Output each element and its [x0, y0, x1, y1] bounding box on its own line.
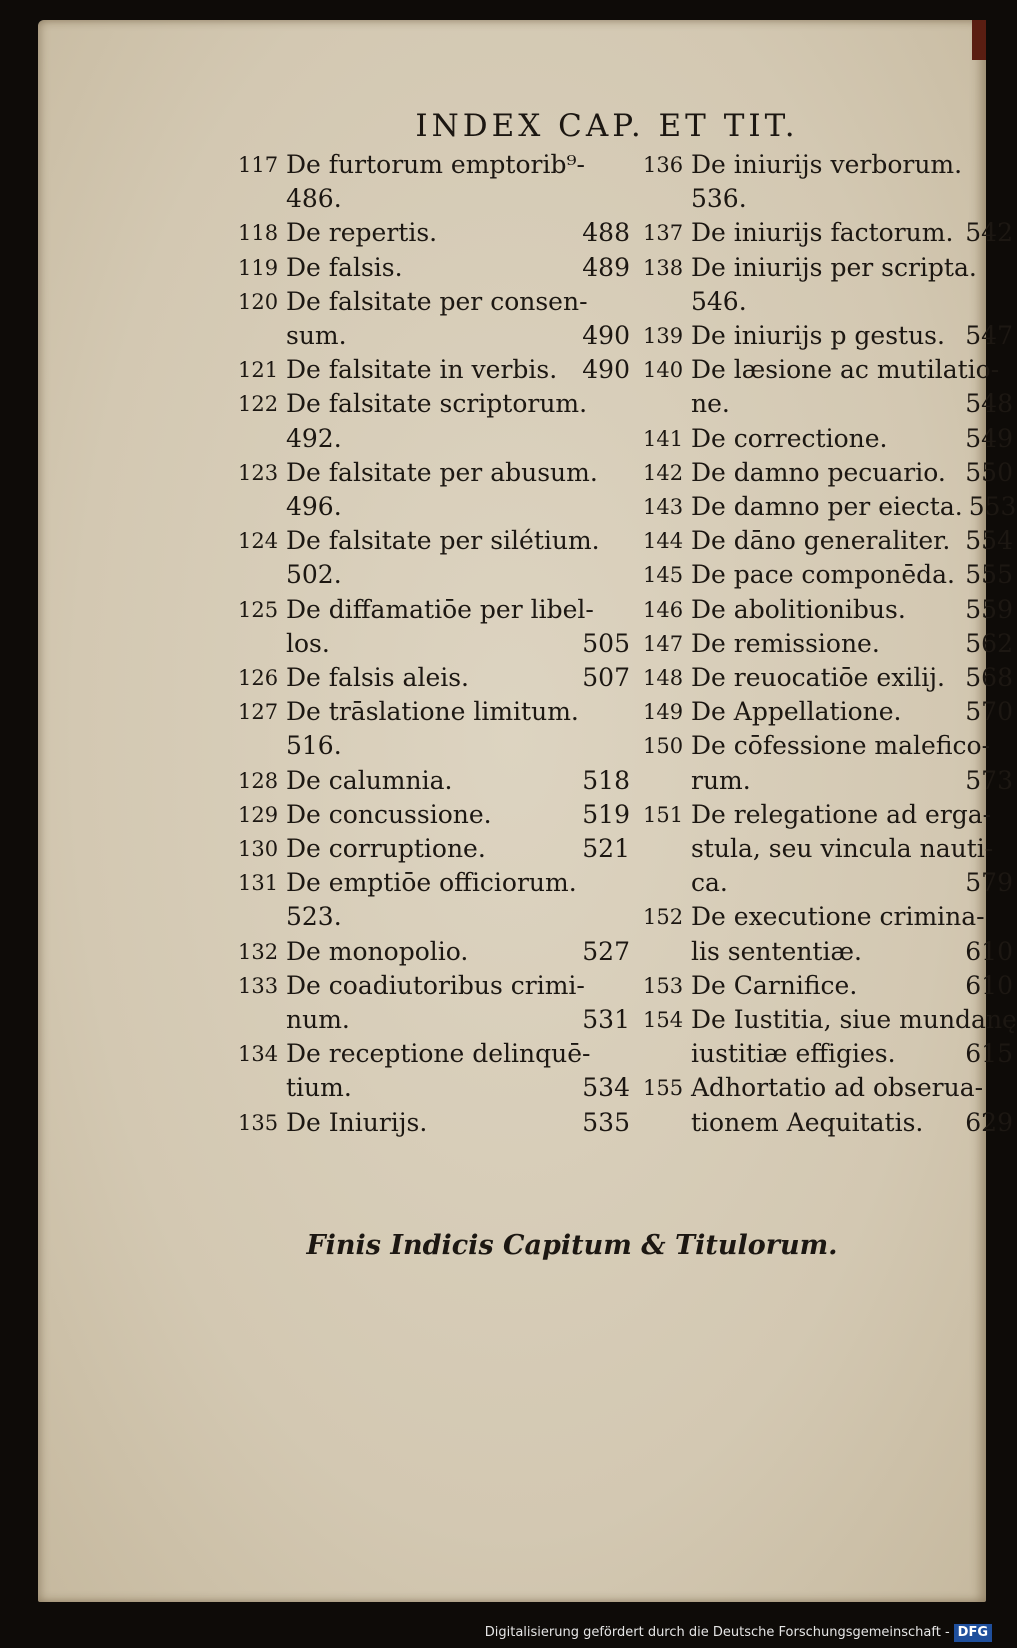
index-entry	[643, 558, 1013, 592]
entry-page: 568	[965, 663, 1013, 693]
entry-page: 562	[965, 628, 1013, 658]
entry-title: ca.	[691, 868, 728, 898]
entry-page: 610	[965, 936, 1013, 966]
dfg-logo: DFG	[954, 1624, 992, 1642]
entry-title: De trāslatione limitum.	[286, 697, 579, 727]
entry-number: 117	[238, 153, 279, 177]
index-entry	[643, 490, 1017, 524]
index-entry	[238, 216, 630, 250]
running-header: INDEX CAP. ET TIT.	[415, 108, 799, 144]
entry-title: De falsitate per abusum.	[286, 457, 598, 487]
entry-title: 516.	[286, 731, 342, 761]
entry-title: tium.	[286, 1073, 352, 1103]
index-entry	[643, 524, 1013, 558]
entry-title: De falsitate in verbis.	[286, 355, 558, 385]
page-edge	[972, 20, 986, 60]
index-entry	[238, 695, 630, 763]
entry-page: 579	[965, 868, 1013, 898]
entry-title: 486.	[286, 184, 342, 214]
entry-title: De receptione delinquē-	[286, 1039, 591, 1069]
entry-page: 490	[582, 321, 630, 351]
index-entry	[643, 216, 1013, 250]
index-entry	[238, 524, 630, 592]
entry-title: De relegatione ad erga-	[691, 799, 992, 829]
index-entry	[643, 1071, 1013, 1139]
entry-page: 518	[582, 765, 630, 795]
index-entry	[238, 764, 630, 798]
index-entry	[643, 695, 1013, 729]
index-entry	[643, 251, 1013, 319]
entry-title: De iniurijs factorum.	[691, 218, 954, 248]
index-entry	[238, 866, 630, 934]
index-entry	[643, 148, 1013, 216]
entry-title: tionem Aequitatis.	[691, 1107, 924, 1137]
entry-page: 535	[582, 1107, 630, 1137]
index-entry	[643, 627, 1013, 661]
index-entry	[643, 456, 1013, 490]
entry-number: 119	[238, 255, 279, 280]
entry-number: 125	[238, 597, 279, 622]
entry-number: 153	[643, 973, 684, 998]
entry-number: 150	[643, 734, 684, 759]
index-entry	[238, 1106, 630, 1140]
index-entry	[643, 319, 1013, 353]
entry-title: De coadiutoribus crimi-	[286, 970, 585, 1000]
entry-number: 154	[643, 1008, 684, 1033]
entry-page: 573	[965, 765, 1013, 795]
entry-number: 151	[643, 802, 684, 827]
entry-title: 492.	[286, 423, 342, 453]
entry-page: 534	[582, 1073, 630, 1103]
entry-page: 542	[965, 218, 1013, 248]
entry-number: 146	[643, 597, 684, 622]
entry-number: 121	[238, 358, 279, 383]
entry-page: 490	[582, 355, 630, 385]
entry-title: De corruptione.	[286, 834, 486, 864]
entry-title: De læsione ac mutilatio-	[691, 355, 1000, 385]
index-entry	[238, 387, 630, 455]
entry-page: 629	[965, 1107, 1013, 1137]
entry-title: De Iustitia, siue mundanę	[691, 1005, 1017, 1035]
entry-title: De iniurijs per scripta.	[691, 252, 977, 282]
entry-number: 139	[643, 324, 684, 349]
entry-title: 536.	[691, 184, 747, 214]
entry-title: De Iniurijs.	[286, 1107, 428, 1137]
entry-number: 129	[238, 802, 279, 827]
entry-title: De abolitionibus.	[691, 594, 906, 624]
entry-title: De Carnifice.	[691, 970, 858, 1000]
entry-page: 553	[968, 492, 1017, 522]
entry-page: 615	[965, 1039, 1013, 1069]
entry-title: De repertis.	[286, 218, 438, 248]
entry-number: 149	[643, 700, 684, 725]
entry-title: rum.	[691, 765, 751, 795]
index-entry	[643, 593, 1013, 627]
index-entry	[238, 661, 630, 695]
entry-title: De pace componēda.	[691, 560, 956, 590]
index-entry	[643, 900, 1013, 968]
entry-page: 531	[582, 1005, 630, 1035]
entry-page: 527	[582, 936, 630, 966]
entry-number: 122	[238, 392, 279, 417]
entry-number: 132	[238, 939, 279, 964]
entry-title: 546.	[691, 286, 747, 316]
entry-number: 136	[643, 153, 684, 177]
index-entry	[238, 969, 630, 1037]
entry-title: 523.	[286, 902, 342, 932]
finis-line: Finis Indicis Capitum & Titulorum.	[306, 1230, 838, 1261]
entry-page: 559	[965, 594, 1013, 624]
entry-title: De monopolio.	[286, 936, 469, 966]
entry-page: 550	[965, 457, 1013, 487]
entry-number: 144	[643, 529, 684, 554]
entry-title: De emptiōe officiorum.	[286, 868, 577, 898]
entry-number: 135	[238, 1110, 279, 1135]
entry-number: 118	[238, 221, 279, 246]
entry-number: 143	[643, 495, 684, 520]
entry-page: 549	[965, 423, 1013, 453]
index-column-right	[643, 148, 1017, 1140]
entry-title: De damno pecuario.	[691, 457, 946, 487]
entry-title: De reuocatiōe exilij.	[691, 663, 946, 693]
index-entry	[643, 729, 1013, 797]
entry-title: De dāno generaliter.	[691, 526, 951, 556]
entry-page: 555	[965, 560, 1013, 590]
index-entry	[238, 251, 630, 285]
index-entry	[643, 422, 1013, 456]
entry-number: 147	[643, 631, 684, 656]
entry-title: De remissione.	[691, 628, 880, 658]
entry-title: iustitiæ effigies.	[691, 1039, 896, 1069]
entry-number: 124	[238, 529, 279, 554]
entry-title: De cōfessione malefico-	[691, 731, 991, 761]
index-entry	[238, 1037, 630, 1105]
digitization-footer	[0, 1618, 1000, 1648]
footer-text: Digitalisierung gefördert durch die Deutsche Forschungsgemeinschaft -	[484, 1625, 950, 1640]
index-column-left	[238, 148, 630, 1140]
entry-page: 489	[582, 252, 630, 282]
entry-number: 148	[643, 666, 684, 691]
entry-title: De calumnia.	[286, 765, 453, 795]
index-entry	[238, 832, 630, 866]
entry-page: 521	[582, 834, 630, 864]
entry-page: 507	[582, 663, 630, 693]
entry-number: 127	[238, 700, 279, 725]
entry-number: 155	[643, 1076, 684, 1101]
index-entry	[643, 1003, 1017, 1071]
entry-title: De falsis aleis.	[286, 663, 470, 693]
entry-title: De damno per eiecta.	[691, 492, 963, 522]
entry-number: 130	[238, 837, 279, 862]
entry-number: 131	[238, 871, 279, 896]
entry-number: 133	[238, 973, 279, 998]
entry-title: De correctione.	[691, 423, 888, 453]
entry-number: 137	[643, 221, 684, 246]
entry-page: 519	[582, 799, 630, 829]
entry-number: 128	[238, 768, 279, 793]
entry-title: los.	[286, 628, 330, 658]
entry-title: De executione crimina-	[691, 902, 985, 932]
index-entry	[643, 661, 1013, 695]
entry-number: 123	[238, 460, 279, 485]
entry-number: 134	[238, 1042, 279, 1067]
entry-title: num.	[286, 1005, 350, 1035]
entry-title: De falsitate per consen-	[286, 286, 588, 316]
entry-page: 548	[965, 389, 1013, 419]
index-entry	[238, 593, 630, 661]
entry-page: 505	[582, 628, 630, 658]
entry-number: 142	[643, 460, 684, 485]
entry-title: De iniurijs verborum.	[691, 150, 963, 179]
entry-title: 496.	[286, 492, 342, 522]
entry-number: 152	[643, 905, 684, 930]
index-entry	[238, 798, 630, 832]
book-page	[38, 20, 1017, 1602]
entry-page: 570	[965, 697, 1013, 727]
entry-title: De diffamatiōe per libel-	[286, 594, 594, 624]
entry-number: 145	[643, 563, 684, 588]
entry-number: 120	[238, 289, 279, 314]
entry-title: De concussione.	[286, 799, 492, 829]
index-entry	[643, 969, 1013, 1003]
entry-title: stula, seu vincula nauti-	[691, 834, 994, 864]
index-entry	[238, 935, 630, 969]
entry-title: sum.	[286, 321, 347, 351]
entry-title: De falsis.	[286, 252, 403, 282]
entry-title: Adhortatio ad obserua-	[691, 1073, 984, 1103]
entry-page: 488	[582, 218, 630, 248]
entry-page: 610	[965, 970, 1013, 1000]
entry-title: 502.	[286, 560, 342, 590]
index-entry	[238, 148, 630, 216]
entry-number: 141	[643, 426, 684, 451]
entry-number: 140	[643, 358, 684, 383]
index-entry	[238, 353, 630, 387]
index-entry	[238, 285, 630, 353]
entry-title: De Appellatione.	[691, 697, 902, 727]
entry-page: 554	[965, 526, 1013, 556]
index-entry	[643, 353, 1013, 421]
entry-title: De falsitate per silétium.	[286, 526, 600, 556]
entry-page: 547	[965, 321, 1013, 351]
index-entry	[643, 798, 1013, 901]
entry-number: 138	[643, 255, 684, 280]
entry-title: De iniurijs p gestus.	[691, 321, 945, 351]
entry-title: De furtorum emptorib⁹-	[286, 150, 585, 179]
entry-title: ne.	[691, 389, 730, 419]
entry-title: De falsitate scriptorum.	[286, 389, 588, 419]
index-entry	[238, 456, 630, 524]
entry-title: lis sententiæ.	[691, 936, 862, 966]
entry-number: 126	[238, 666, 279, 691]
